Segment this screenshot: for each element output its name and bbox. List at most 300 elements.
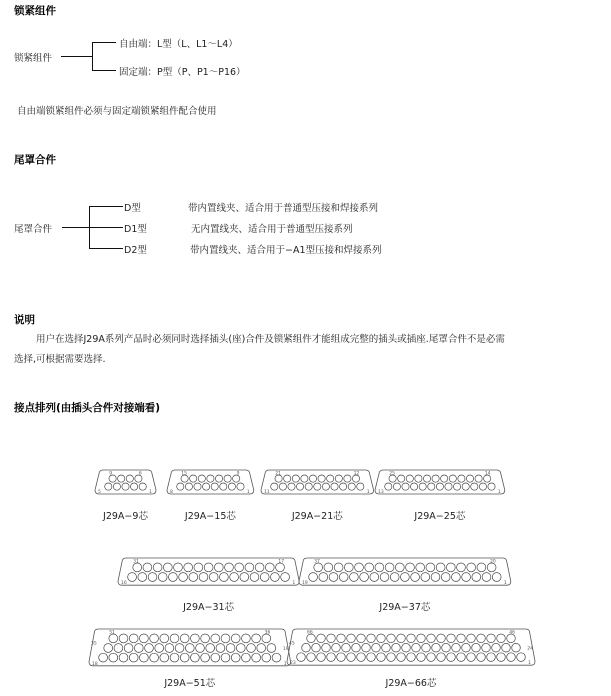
contact-pin: [342, 643, 351, 652]
contact-pin: [422, 643, 431, 652]
contact-pin: [385, 483, 392, 490]
contact-pin: [109, 653, 118, 662]
contact-pin: [140, 653, 149, 662]
contact-pin: [457, 563, 466, 572]
pin-label-bottom-right: 1: [149, 490, 152, 495]
connector-6: [298, 557, 512, 586]
pin-label-middle-left: 35: [91, 641, 97, 647]
contact-pin: [375, 563, 384, 572]
contact-pin: [114, 644, 123, 653]
contact-pin: [201, 634, 210, 643]
lock-tree-root: 锁紧组件: [14, 53, 53, 64]
connector-caption: J29A−25芯: [414, 511, 466, 522]
contact-pin: [170, 653, 179, 662]
pin-label-bottom-left: 8: [170, 490, 173, 495]
contact-pin: [312, 643, 321, 652]
contact-pin: [467, 653, 476, 662]
connector-3: [260, 469, 375, 495]
contact-pin: [118, 475, 125, 482]
contact-pin: [185, 483, 192, 490]
contact-pin: [377, 653, 386, 662]
contact-pin: [337, 634, 346, 643]
contact-pin: [143, 563, 152, 572]
contact-pin: [437, 634, 446, 643]
contact-pin: [327, 653, 336, 662]
contact-pin: [322, 643, 331, 652]
lock-section-heading: 锁紧组件: [14, 5, 56, 17]
contact-pin: [128, 573, 137, 582]
contact-pin: [398, 475, 405, 482]
contact-pin: [357, 483, 364, 490]
contact-pin: [397, 653, 406, 662]
contact-pin: [436, 563, 445, 572]
contact-pin: [432, 643, 441, 652]
contact-pin: [360, 573, 369, 582]
contact-pin: [362, 643, 371, 652]
contact-pin: [492, 643, 501, 652]
contact-pin: [365, 563, 374, 572]
contact-pin: [395, 563, 404, 572]
contact-pin: [331, 483, 338, 490]
contact-pin: [472, 573, 481, 582]
contact-pin: [307, 653, 316, 662]
contact-pin: [245, 563, 254, 572]
pin-label-bottom-right: 1: [528, 661, 531, 667]
contact-pin: [407, 653, 416, 662]
contact-pin: [445, 483, 452, 490]
contact-pin: [457, 634, 466, 643]
connector-caption: J29A−31芯: [183, 602, 235, 613]
contact-pin: [129, 634, 138, 643]
contact-pin: [340, 483, 347, 490]
contact-pin: [257, 644, 266, 653]
pin-label-top-left: 37: [314, 559, 320, 565]
contact-pin: [344, 563, 353, 572]
contact-pin: [446, 563, 455, 572]
lock-tree-branch-1: [92, 42, 116, 43]
connector-caption: J29A−66芯: [385, 678, 437, 689]
contact-pin: [292, 475, 299, 482]
contact-pin: [385, 563, 394, 572]
contact-pin: [332, 643, 341, 652]
pin-label-bottom-left: 18: [92, 661, 98, 667]
contact-pin: [487, 653, 496, 662]
explain-paragraph-line2: 选择,可根据需要选择.: [14, 354, 106, 365]
contact-pin: [380, 573, 389, 582]
contact-pin: [467, 634, 476, 643]
contact-pin: [140, 634, 149, 643]
tail-section-heading: 尾罩合件: [14, 154, 56, 166]
contact-pin: [335, 475, 342, 482]
contact-pin: [432, 475, 439, 482]
connector-caption: J29A−37芯: [379, 602, 431, 613]
contact-pin: [309, 475, 316, 482]
contact-pin: [235, 563, 244, 572]
pin-label-bottom-right: 1: [292, 581, 296, 587]
contact-pin: [169, 573, 178, 582]
contact-pin: [416, 563, 425, 572]
contact-pin: [406, 475, 413, 482]
pin-label-bottom-left: 5: [98, 490, 101, 495]
contact-pin: [477, 563, 486, 572]
contact-pin: [467, 563, 476, 572]
contact-pin: [337, 653, 346, 662]
pin-label-top-right: 20: [489, 559, 496, 565]
contact-pin: [271, 573, 280, 582]
contact-pin: [184, 563, 193, 572]
contact-pin: [387, 634, 396, 643]
contact-pin: [126, 475, 133, 482]
contact-pin: [281, 573, 290, 582]
contact-pin: [260, 573, 269, 582]
contact-pin: [252, 634, 261, 643]
contact-pin: [163, 563, 172, 572]
contact-pin: [185, 644, 194, 653]
contact-pin: [252, 653, 261, 662]
contact-pin: [134, 644, 143, 653]
contact-pin: [194, 563, 203, 572]
contact-pin: [150, 634, 159, 643]
contact-pin: [411, 483, 418, 490]
contact-pin: [211, 634, 220, 643]
pin-label-bottom-left: 13: [378, 490, 384, 495]
pin-label-top-left: 15: [181, 471, 188, 477]
contact-pin: [471, 483, 478, 490]
contact-pin: [196, 644, 205, 653]
contact-pin: [220, 573, 229, 582]
contact-pin: [402, 643, 411, 652]
connector-shell: [89, 629, 291, 666]
contact-pin: [411, 573, 420, 582]
contact-pin: [220, 483, 227, 490]
contact-pin: [314, 483, 321, 490]
contact-pin: [392, 643, 401, 652]
pin-label-top-right: 14: [484, 471, 491, 477]
contact-pin: [441, 573, 450, 582]
explain-paragraph-line1: 用户在选择J29A系列产品时必须同时选择插头(座)合件及锁紧组件才能组成完整的插头或插座.尾罩合件不是必需: [36, 334, 505, 345]
contact-pin: [475, 475, 482, 482]
pin-label-top-left: 66: [307, 630, 313, 636]
contact-pin: [452, 573, 461, 582]
contact-pin: [487, 634, 496, 643]
pin-label-middle-left: 45: [289, 641, 295, 647]
pin-label-top-right: 46: [509, 630, 515, 636]
contact-pin: [479, 483, 486, 490]
contact-pin: [242, 653, 251, 662]
contact-pin: [355, 563, 364, 572]
contact-pin: [119, 653, 128, 662]
contact-pin: [99, 653, 108, 662]
contact-pin: [472, 643, 481, 652]
pin-label-middle-right: 19: [282, 647, 289, 652]
contact-pin: [122, 483, 129, 490]
contact-pin: [284, 475, 291, 482]
contact-pin: [305, 483, 312, 490]
contact-pin: [318, 475, 325, 482]
contact-pin: [417, 653, 426, 662]
contact-pin: [427, 634, 436, 643]
contact-pin: [288, 483, 295, 490]
contact-pin: [319, 573, 328, 582]
connector-caption: J29A−9芯: [103, 511, 148, 522]
contact-pin: [214, 563, 223, 572]
pin-label-bottom-right: 1: [283, 661, 287, 667]
pin-label-bottom-left: 19: [302, 581, 308, 587]
pin-label-top-left: 31: [133, 559, 139, 565]
contact-pin: [367, 653, 376, 662]
tail-tree-root: 尾罩合件: [14, 224, 53, 235]
contact-pin: [271, 483, 278, 490]
contact-pin: [370, 573, 379, 582]
tail-type-d2: D2型: [124, 245, 147, 256]
contact-pin: [228, 483, 235, 490]
tail-desc-d: 带内置线夹、适合用于普通型压接和焊接系列: [188, 203, 379, 214]
tail-tree-stem: [62, 227, 90, 228]
pin-label-top-right: 12: [353, 471, 360, 477]
contact-pin: [247, 644, 256, 653]
contact-pin: [441, 475, 448, 482]
contact-pin: [221, 634, 230, 643]
contact-pin: [334, 563, 343, 572]
contact-pin: [447, 653, 456, 662]
contact-pin: [462, 483, 469, 490]
contact-pin: [317, 653, 326, 662]
contact-pin: [419, 483, 426, 490]
contact-pin: [194, 483, 201, 490]
contact-pin: [329, 573, 338, 582]
contact-pin: [226, 644, 235, 653]
contact-pin: [236, 644, 245, 653]
contact-pin: [415, 475, 422, 482]
contact-pin: [317, 634, 326, 643]
contact-pin: [160, 634, 169, 643]
contact-pin: [237, 483, 244, 490]
contact-pin: [387, 653, 396, 662]
contact-pin: [216, 644, 225, 653]
contact-pin: [402, 483, 409, 490]
lock-tree-bracket: [92, 42, 93, 71]
contact-pin: [301, 475, 308, 482]
pin-label-bottom-right: 1: [246, 490, 250, 495]
contact-pin: [105, 483, 112, 490]
contact-pin: [124, 644, 133, 653]
contact-pin: [201, 653, 210, 662]
contact-pin: [230, 573, 239, 582]
contact-pin: [242, 634, 251, 643]
lock-note: 自由端锁紧组件必须与固定端锁紧组件配合使用: [17, 106, 217, 117]
contact-pin: [412, 643, 421, 652]
contact-pin: [211, 483, 218, 490]
contact-pin: [447, 634, 456, 643]
contact-pin: [350, 573, 359, 582]
pin-label-top-right: 6: [138, 471, 142, 477]
contact-pin: [189, 573, 198, 582]
contact-pin: [250, 573, 259, 582]
contact-pin: [347, 634, 356, 643]
contact-pin: [104, 644, 113, 653]
contact-pin: [492, 573, 501, 582]
lock-tree-stem: [61, 56, 93, 57]
contact-pin: [155, 644, 164, 653]
contact-pin: [240, 573, 249, 582]
contact-pin: [255, 563, 264, 572]
contact-pin: [129, 653, 138, 662]
contact-pin: [198, 475, 205, 482]
contact-pin: [462, 643, 471, 652]
contact-pin: [457, 653, 466, 662]
pin-label-bottom-right: 1: [497, 490, 501, 495]
contact-pin: [372, 643, 381, 652]
contact-pin: [204, 563, 213, 572]
contact-pin: [225, 563, 234, 572]
contact-pin: [517, 653, 526, 662]
contact-pin: [191, 653, 200, 662]
contact-pin: [431, 573, 440, 582]
contact-pin: [139, 483, 146, 490]
contact-pin: [428, 483, 435, 490]
contact-pin: [477, 634, 486, 643]
pin-label-top-left: 51: [109, 630, 115, 636]
contact-pin: [423, 475, 430, 482]
contact-pin: [221, 653, 230, 662]
contact-pin: [158, 573, 167, 582]
pin-label-bottom-right: 1: [366, 490, 370, 495]
contact-pin: [160, 653, 169, 662]
contact-pin: [339, 573, 348, 582]
contact-pin: [297, 483, 304, 490]
contact-pin: [209, 573, 218, 582]
contact-pin: [497, 653, 506, 662]
contact-pin: [449, 475, 456, 482]
explain-section-heading: 说明: [14, 314, 35, 326]
contact-pin: [512, 643, 521, 652]
contact-pin: [150, 653, 159, 662]
contact-pin: [477, 653, 486, 662]
contact-pin: [458, 475, 465, 482]
contact-pin: [436, 483, 443, 490]
pin-label-middle-right: 24: [527, 646, 533, 652]
contact-pin: [452, 643, 461, 652]
layout-section-heading: 接点排列(由插头合件对接端看): [14, 402, 161, 414]
connector-4: [374, 469, 506, 495]
connector-7: [88, 628, 292, 667]
connector-caption: J29A−21芯: [291, 511, 343, 522]
contact-pin: [113, 483, 120, 490]
contact-pin: [377, 634, 386, 643]
pin-label-bottom-left: 16: [121, 581, 127, 587]
contact-pin: [267, 644, 276, 653]
contact-pin: [265, 563, 274, 572]
contact-pin: [131, 483, 138, 490]
pin-label-top-right: 9: [236, 471, 240, 477]
contact-pin: [231, 653, 240, 662]
contact-pin: [191, 634, 200, 643]
contact-pin: [297, 653, 306, 662]
contact-pin: [454, 483, 461, 490]
tail-tree-branch-2: [89, 227, 123, 228]
contact-pin: [302, 643, 311, 652]
contact-pin: [165, 644, 174, 653]
contact-pin: [148, 573, 157, 582]
contact-pin: [327, 475, 334, 482]
contact-pin: [279, 483, 286, 490]
tail-type-d1: D1型: [124, 224, 147, 235]
contact-pin: [179, 573, 188, 582]
contact-pin: [401, 573, 410, 582]
contact-pin: [324, 563, 333, 572]
contact-pin: [180, 634, 189, 643]
contact-pin: [393, 483, 400, 490]
contact-pin: [488, 483, 495, 490]
contact-pin: [437, 653, 446, 662]
tail-tree-branch-3: [89, 248, 123, 249]
pin-label-top-left: 21: [275, 471, 282, 477]
contact-pin: [309, 573, 318, 582]
contact-pin: [382, 643, 391, 652]
pin-label-bottom-left: 23: [290, 661, 296, 667]
contact-pin: [352, 643, 361, 652]
tail-desc-d2: 带内置线夹、适合用于−A1型压接和焊接系列: [190, 245, 382, 256]
contact-pin: [482, 573, 491, 582]
contact-pin: [348, 483, 355, 490]
contact-pin: [397, 634, 406, 643]
contact-pin: [138, 573, 147, 582]
connector-5: [117, 557, 300, 586]
contact-pin: [207, 475, 214, 482]
pin-label-bottom-left: 11: [264, 490, 270, 495]
pin-label-bottom-right: 1: [503, 581, 507, 587]
contact-pin: [215, 475, 222, 482]
contact-pin: [421, 573, 430, 582]
contact-pin: [327, 634, 336, 643]
contact-pin: [357, 634, 366, 643]
contact-pin: [199, 573, 208, 582]
contact-pin: [170, 634, 179, 643]
connector-caption: J29A−51芯: [164, 678, 216, 689]
contact-pin: [145, 644, 154, 653]
contact-pin: [211, 653, 220, 662]
connector-2: [166, 469, 255, 495]
pin-label-top-right: 17: [278, 559, 285, 565]
contact-pin: [390, 573, 399, 582]
connector-caption: J29A−15芯: [184, 511, 236, 522]
contact-pin: [344, 475, 351, 482]
contact-pin: [174, 563, 183, 572]
contact-pin: [153, 563, 162, 572]
tail-desc-d1: 无内置线夹、适合用于普通型压接系列: [191, 224, 353, 235]
contact-pin: [466, 475, 473, 482]
contact-pin: [462, 573, 471, 582]
lock-tree-branch-2: [92, 70, 116, 71]
contact-pin: [442, 643, 451, 652]
contact-pin: [497, 634, 506, 643]
contact-pin: [119, 634, 128, 643]
contact-pin: [231, 634, 240, 643]
contact-pin: [180, 653, 189, 662]
contact-pin: [407, 634, 416, 643]
contact-pin: [175, 644, 184, 653]
contact-pin: [272, 653, 281, 662]
pin-label-top-left: 9: [109, 471, 113, 477]
contact-pin: [262, 653, 271, 662]
contact-pin: [224, 475, 231, 482]
pin-label-top-right: 36: [264, 630, 271, 636]
contact-pin: [406, 563, 415, 572]
contact-pin: [502, 643, 511, 652]
tail-tree-branch-1: [89, 206, 123, 207]
contact-pin: [190, 475, 197, 482]
contact-pin: [206, 644, 215, 653]
